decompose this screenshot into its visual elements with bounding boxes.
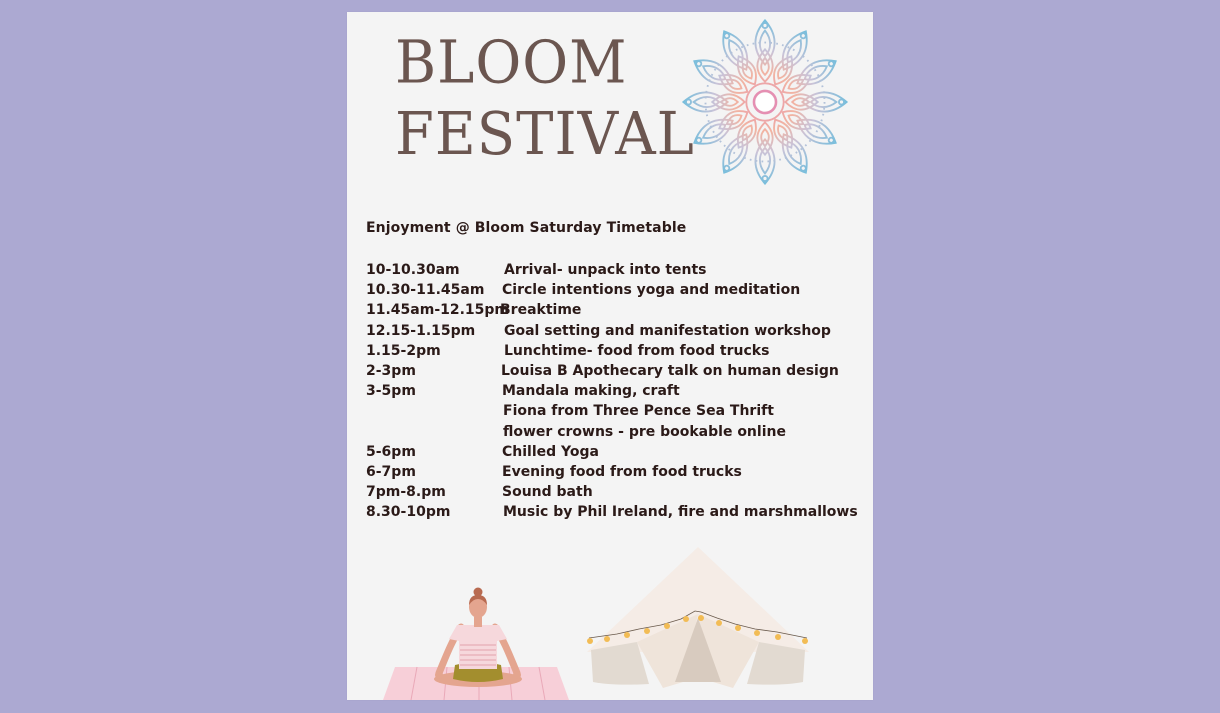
timetable-heading: Enjoyment @ Bloom Saturday Timetable [366, 220, 687, 236]
time-slot: 11.45am-12.15pm [366, 302, 510, 319]
time-slot: 5-6pm [366, 443, 416, 460]
timetable-row [366, 300, 866, 320]
timetable-row [366, 422, 866, 442]
meditating-woman-illustration [381, 587, 575, 700]
time-slot: 7pm-8.pm [366, 484, 446, 501]
activity: Sound bath [502, 484, 593, 501]
activity: Arrival- unpack into tents [504, 262, 707, 279]
timetable-row [366, 442, 866, 462]
time-slot: 10.30-11.45am [366, 282, 485, 299]
activity: Fiona from Three Pence Sea Thrift [503, 403, 774, 420]
timetable-row [366, 361, 866, 381]
mandala-icon [679, 17, 851, 187]
timetable-row [366, 502, 866, 522]
time-slot: 1.15-2pm [366, 342, 441, 359]
activity: Evening food from food trucks [502, 463, 742, 480]
activity: Mandala making, craft [502, 383, 680, 400]
timetable-row [366, 401, 866, 421]
title-line-bloom: BLOOM [395, 29, 628, 98]
timetable-row [366, 280, 866, 300]
time-slot: 6-7pm [366, 463, 416, 480]
time-slot: 12.15-1.15pm [366, 322, 476, 339]
bell-tent-illustration [583, 542, 813, 692]
timetable-row [366, 482, 866, 502]
title-line-festival: FESTIVAL [395, 100, 695, 169]
time-slot: 10-10.30am [366, 262, 460, 279]
activity: Chilled Yoga [502, 443, 599, 460]
poster-title [395, 28, 695, 171]
time-slot: 8.30-10pm [366, 504, 451, 521]
timetable-row [366, 381, 866, 401]
activity: flower crowns - pre bookable online [503, 423, 786, 440]
activity: Lunchtime- food from food trucks [504, 342, 770, 359]
timetable [366, 260, 866, 522]
timetable-row [366, 321, 866, 341]
activity: Music by Phil Ireland, fire and marshmallows [503, 504, 858, 521]
festival-poster [347, 12, 873, 700]
time-slot: 3-5pm [366, 383, 416, 400]
activity: Circle intentions yoga and meditation [502, 282, 801, 299]
time-slot: 2-3pm [366, 363, 416, 380]
activity: Louisa B Apothecary talk on human design [501, 363, 839, 380]
activity: Breaktime [500, 302, 582, 319]
timetable-row [366, 341, 866, 361]
activity: Goal setting and manifestation workshop [504, 322, 831, 339]
timetable-row [366, 462, 866, 482]
timetable-row [366, 260, 866, 280]
